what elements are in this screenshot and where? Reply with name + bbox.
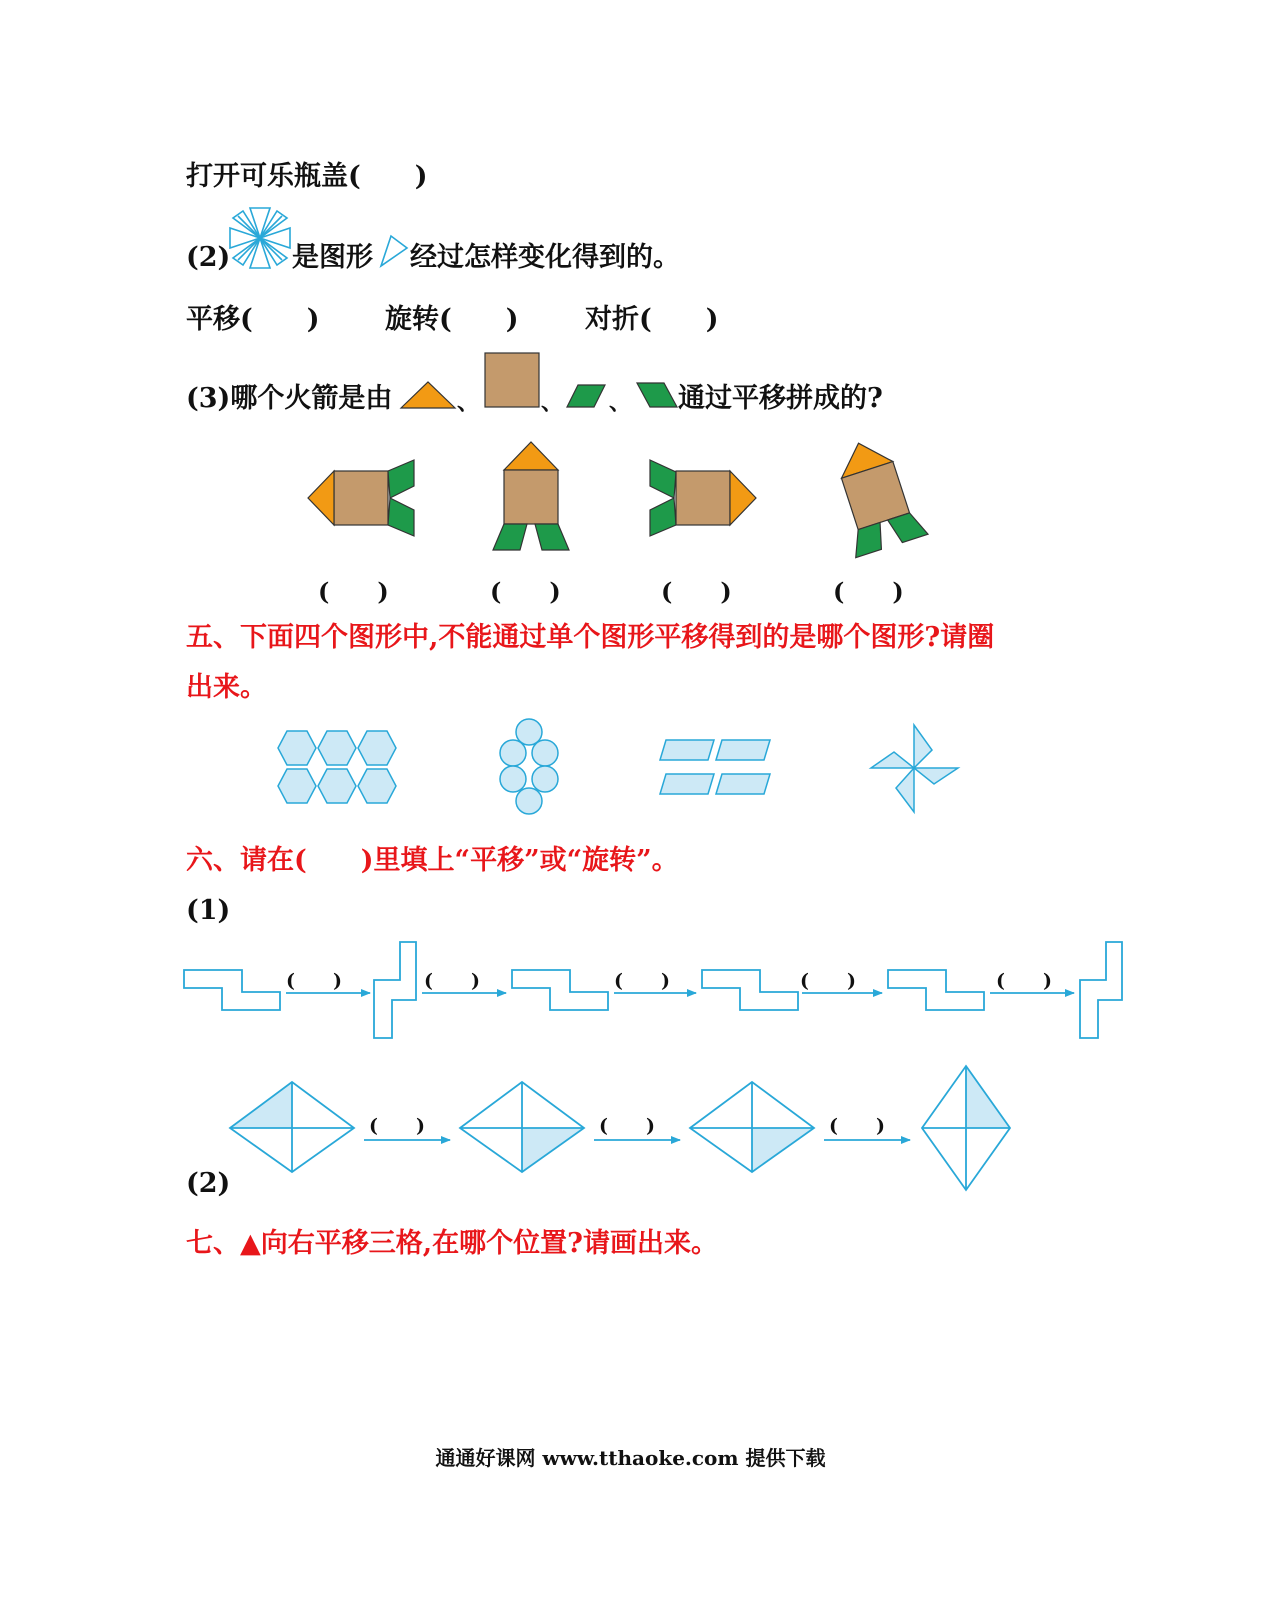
circles-figure xyxy=(496,718,562,818)
rocket-blank-a[interactable]: ( ) xyxy=(318,577,389,606)
q3-sep-2: 、 xyxy=(541,390,564,416)
rocket-d xyxy=(830,438,934,556)
q3-sep-1: 、 xyxy=(457,390,480,416)
zigzag-blank-3[interactable]: ( ) xyxy=(614,970,670,992)
sub-question-2-label: (2) xyxy=(186,1168,231,1199)
q3-sep-3: 、 xyxy=(609,390,632,416)
option-translate: 平移( ) xyxy=(186,304,320,335)
tan-square-piece xyxy=(484,352,540,408)
q2-suffix: 经过怎样变化得到的。 xyxy=(410,242,680,273)
rhombus-blank-2[interactable]: ( ) xyxy=(599,1115,655,1137)
option-fold: 对折( ) xyxy=(585,304,719,335)
rocket-blank-d[interactable]: ( ) xyxy=(833,577,904,606)
section5-title-line1: 五、下面四个图形中,不能通过单个图形平移得到的是哪个图形?请圈 xyxy=(186,622,995,653)
q3-prefix: (3)哪个火箭是由 xyxy=(186,383,393,414)
orange-triangle-piece xyxy=(400,380,456,410)
rocket-b xyxy=(490,440,572,552)
q2-mid: 是图形 xyxy=(292,242,373,273)
green-trapezoid-piece xyxy=(636,382,678,408)
zigzag-blank-4[interactable]: ( ) xyxy=(800,970,856,992)
section6-title: 六、请在( )里填上“平移”或“旋转”。 xyxy=(186,845,679,876)
section7-title: 七、▲向右平移三格,在哪个位置?请画出来。 xyxy=(186,1228,718,1259)
option-rotate: 旋转( ) xyxy=(385,304,519,335)
q2-prefix: (2) xyxy=(186,242,231,273)
rocket-c xyxy=(646,458,758,538)
small-triangle-icon xyxy=(377,234,409,268)
parallelograms-figure xyxy=(658,738,774,798)
zigzag-blank-2[interactable]: ( ) xyxy=(424,970,480,992)
zigzag-blank-1[interactable]: ( ) xyxy=(286,970,342,992)
rocket-blank-b[interactable]: ( ) xyxy=(490,577,561,606)
footer-credit: 通通好课网 www.tthaoke.com 提供下载 xyxy=(435,1446,826,1470)
rhombus-blank-1[interactable]: ( ) xyxy=(369,1115,425,1137)
hexagon-tiling-figure xyxy=(276,728,400,808)
q3-suffix: 通过平移拼成的? xyxy=(678,383,883,414)
pinwheel-figure xyxy=(868,722,962,816)
zigzag-blank-5[interactable]: ( ) xyxy=(996,970,1052,992)
rhombus-blank-3[interactable]: ( ) xyxy=(829,1115,885,1137)
sub-question-1-label: (1) xyxy=(186,895,231,926)
rocket-blank-c[interactable]: ( ) xyxy=(661,577,732,606)
green-parallelogram-piece xyxy=(566,384,606,408)
rocket-a xyxy=(306,458,418,538)
section5-title-line2: 出来。 xyxy=(186,672,267,703)
petal-flower-icon xyxy=(228,206,292,270)
cap-question: 打开可乐瓶盖( ) xyxy=(186,161,428,192)
